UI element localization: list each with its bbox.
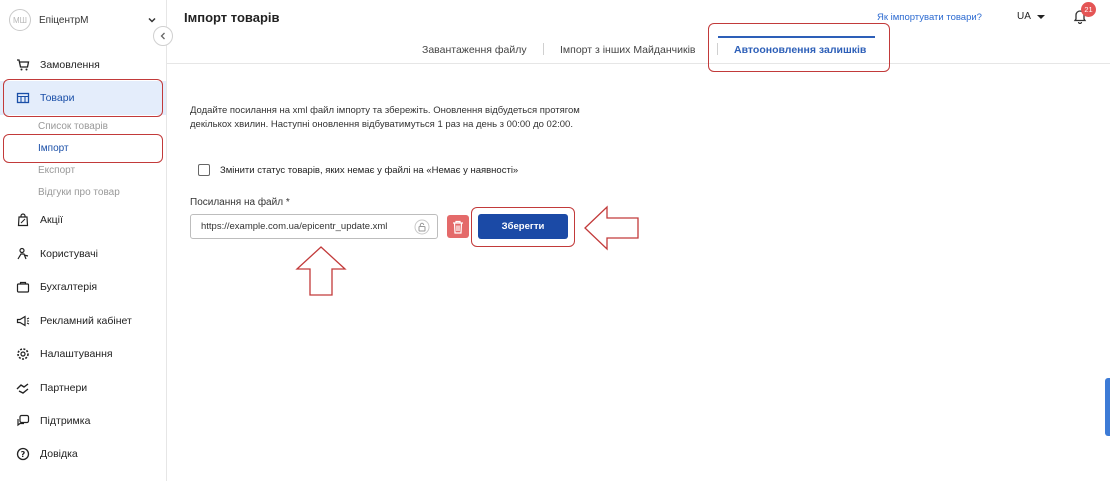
store-switcher[interactable] — [9, 9, 159, 31]
sidebar-subitem-product-list[interactable]: Список товарів — [38, 121, 108, 132]
sidebar — [0, 0, 167, 481]
instructions-text: Додайте посилання на xml файл імпорту та збережіть. Оновлення відбудеться протягом декількох хвилин. Наступні оновлення відбуватимуться 1 раз на день з 00:00 до 02:00. — [190, 105, 580, 130]
tab-divider — [543, 43, 544, 55]
sidebar-collapse-button[interactable] — [153, 26, 173, 46]
side-widget-tab[interactable] — [1105, 378, 1110, 436]
language-label: UA — [1017, 11, 1031, 22]
trash-icon — [452, 220, 464, 234]
sidebar-item-partners[interactable] — [0, 371, 166, 405]
cart-icon — [15, 57, 31, 73]
file-url-input[interactable] — [190, 214, 438, 239]
sidebar-item-users[interactable] — [0, 237, 166, 271]
sidebar-item-orders[interactable] — [0, 48, 166, 82]
sidebar-subitem-import[interactable]: Імпорт — [38, 143, 69, 154]
unlock-icon[interactable] — [414, 219, 430, 235]
sidebar-item-label: Бухгалтерія — [40, 281, 98, 293]
file-url-value: https://example.com.ua/epicentr_update.xml — [201, 221, 388, 232]
save-button[interactable]: Зберегти — [478, 214, 568, 239]
svg-text:?: ? — [20, 450, 26, 459]
notifications-badge: 21 — [1081, 2, 1096, 17]
arrow-left-annotation — [583, 205, 641, 251]
sidebar-item-label: Користувачі — [40, 248, 98, 260]
sidebar-item-label: Рекламний кабінет — [40, 315, 132, 327]
chevron-left-icon — [159, 32, 167, 40]
sidebar-item-label: Замовлення — [40, 59, 100, 71]
settings-icon — [15, 346, 31, 362]
sidebar-subitem-export[interactable]: Експорт — [38, 165, 76, 176]
megaphone-icon — [15, 313, 31, 329]
help-icon — [15, 446, 31, 462]
sidebar-item-label: Довідка — [40, 448, 78, 460]
sidebar-item-label: Підтримка — [40, 415, 91, 427]
sidebar-item-label: Налаштування — [40, 348, 113, 360]
language-selector[interactable] — [1017, 11, 1045, 22]
tab-auto-update-stock[interactable]: Автооновлення залишків — [734, 44, 867, 56]
sidebar-item-ads-cabinet[interactable] — [0, 304, 166, 338]
sidebar-item-label: Товари — [40, 92, 75, 104]
tabs-divider — [167, 63, 1110, 64]
sidebar-item-support[interactable] — [0, 404, 166, 438]
promo-icon — [15, 212, 31, 228]
sidebar-item-label: Акції — [40, 214, 63, 226]
mark-unavailable-label[interactable]: Змінити статус товарів, яких немає у файлі на «Немає у наявності» — [220, 165, 519, 176]
sidebar-subitem-reviews[interactable]: Відгуки про товар — [38, 187, 120, 198]
support-icon — [15, 413, 31, 429]
file-link-label: Посилання на файл * — [190, 197, 290, 208]
mark-unavailable-checkbox[interactable] — [198, 164, 210, 176]
help-link[interactable]: Як імпортувати товари? — [877, 12, 982, 23]
sidebar-item-help[interactable] — [0, 437, 166, 471]
users-icon — [15, 246, 31, 262]
sidebar-item-label: Партнери — [40, 382, 88, 394]
products-icon — [15, 90, 31, 106]
tab-divider — [717, 43, 718, 55]
caret-down-icon — [1037, 15, 1045, 19]
sidebar-item-promotions[interactable] — [0, 203, 166, 237]
arrow-up-annotation — [295, 245, 347, 297]
tab-file-upload[interactable]: Завантаження файлу — [422, 44, 527, 56]
sidebar-item-settings[interactable] — [0, 337, 166, 371]
sidebar-item-accounting[interactable] — [0, 270, 166, 304]
chevron-down-icon[interactable] — [145, 13, 159, 27]
tab-import-other-marketplaces[interactable]: Імпорт з інших Майданчиків — [560, 44, 696, 56]
store-name: ЕпіцентрМ — [39, 14, 89, 26]
sidebar-item-products[interactable] — [0, 81, 166, 115]
accounting-icon — [15, 279, 31, 295]
page-title: Імпорт товарів — [184, 10, 280, 25]
handshake-icon — [15, 380, 31, 396]
delete-button[interactable] — [447, 215, 469, 238]
active-tab-indicator — [718, 36, 875, 38]
store-avatar: МШ — [9, 9, 31, 31]
